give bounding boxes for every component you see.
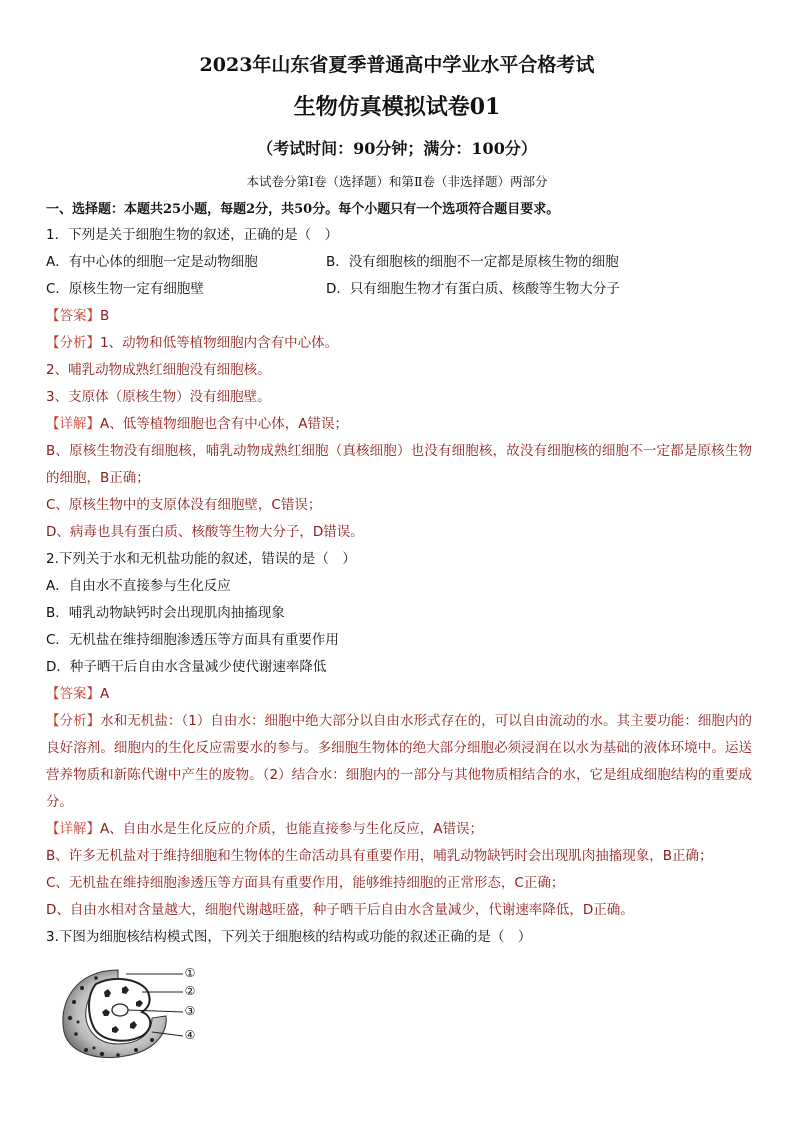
label-1: ① [184,966,196,980]
section-heading: 一、选择题：本题共25小题，每题2分，共50分。每个小题只有一个选项符合题目要求。 [46,202,560,217]
q2-detail-c: C、无机盐在维持细胞渗透压等方面具有重要作用，能够维持细胞的正常形态，C正确； [46,875,565,891]
q1-analysis-1 [46,330,752,357]
q1-analysis-3: 3、支原体（原核生物）没有细胞壁。 [46,389,271,405]
q1-detail-a-text: A、低等植物细胞也含有中心体，A错误； [100,416,348,432]
q1-options-row2 [46,276,752,303]
q1-detail-c: C、原核生物中的支原体没有细胞壁，C错误； [46,497,322,513]
q1-detail-a [46,411,752,438]
q2-analysis [46,708,752,816]
q2-detail-d: D、自由水相对含量越大，细胞代谢越旺盛，种子晒干后自由水含量减少，代谢速率降低，D正确。 [46,902,634,918]
q1-analysis-2: 2、哺乳动物成熟红细胞没有细胞核。 [46,362,271,378]
q2-answer-value: A [100,686,110,702]
paper-subtitle: 生物仿真模拟试卷01 [293,94,501,120]
answer-tag: 【答案】 [46,308,100,324]
detail-tag: 【详解】 [46,821,100,837]
detail-tag: 【详解】 [46,416,100,432]
q1-detail-d: D、病毒也具有蛋白质、核酸等生物大分子，D错误。 [46,524,364,540]
exam-title: 2023年山东省夏季普通高中学业水平合格考试 [199,54,595,76]
q1-answer-value: B [100,308,110,324]
q1-analysis-1-text: 1、动物和低等植物细胞内含有中心体。 [100,335,339,351]
q2-option-c: C．无机盐在维持细胞渗透压等方面具有重要作用 [46,632,339,648]
document-body [46,198,752,951]
q2-option-b: B．哺乳动物缺钙时会出现肌肉抽搐现象 [46,605,285,621]
q2-analysis-text: 水和无机盐：（1）自由水：细胞中绝大部分以自由水形式存在的，可以自由流动的水。其主要功能：细胞内的良好溶剂。细胞内的生化反应需要水的参与。多细胞生物体的绝大部分细胞必须浸润在以水为基础的液体环境中。运送营养物质和新陈代谢中产生的废物。（2）结合水：细胞内的一部分与其他物质相结合的水，它是组成细胞结构的重要成分。 [46,713,752,810]
nucleus-diagram [56,962,216,1062]
q2-detail-a-text: A、自由水是生化反应的介质，也能直接参与生化反应，A错误； [100,821,483,837]
q1-option-a: A．有中心体的细胞一定是动物细胞 [46,254,258,270]
q3-stem: 3.下图为细胞核结构模式图，下列关于细胞核的结构或功能的叙述正确的是（ ） [46,929,532,945]
q1-option-c: C．原核生物一定有细胞壁 [46,281,204,297]
q2-detail-a [46,816,752,843]
q1-option-d: D．只有细胞生物才有蛋白质、核酸等生物大分子 [326,281,620,297]
exam-info: （考试时间：90分钟；满分：100分） [257,139,537,158]
q1-option-b: B．没有细胞核的细胞不一定都是原核生物的细胞 [326,254,619,270]
q1-detail-b: B、原核生物没有细胞核，哺乳动物成熟红细胞（真核细胞）也没有细胞核，故没有细胞核的细胞不一定都是原核生物的细胞，B正确； [46,443,752,486]
q1-options-row1 [46,249,752,276]
label-3: ③ [184,1004,196,1018]
label-2: ② [184,984,196,998]
q1-stem: 1．下列是关于细胞生物的叙述，正确的是（ ） [46,227,339,243]
answer-tag: 【答案】 [46,686,100,702]
q2-stem: 2.下列关于水和无机盐功能的叙述，错误的是（ ） [46,551,356,567]
nucleolus [112,1004,128,1016]
q2-detail-b: B、许多无机盐对于维持细胞和生物体的生命活动具有重要作用，哺乳动物缺钙时会出现肌肉抽搐现象，B正确； [46,848,713,864]
analysis-tag: 【分析】 [46,335,100,351]
q2-option-d: D．种子晒干后自由水含量减少使代谢速率降低 [46,659,327,675]
q2-option-a: A．自由水不直接参与生化反应 [46,578,231,594]
paper-structure: 本试卷分第Ⅰ卷（选择题）和第Ⅱ卷（非选择题）两部分 [246,174,548,189]
q2-answer [46,681,752,708]
q1-answer [46,303,752,330]
label-4: ④ [184,1028,196,1042]
analysis-tag: 【分析】 [46,713,101,729]
